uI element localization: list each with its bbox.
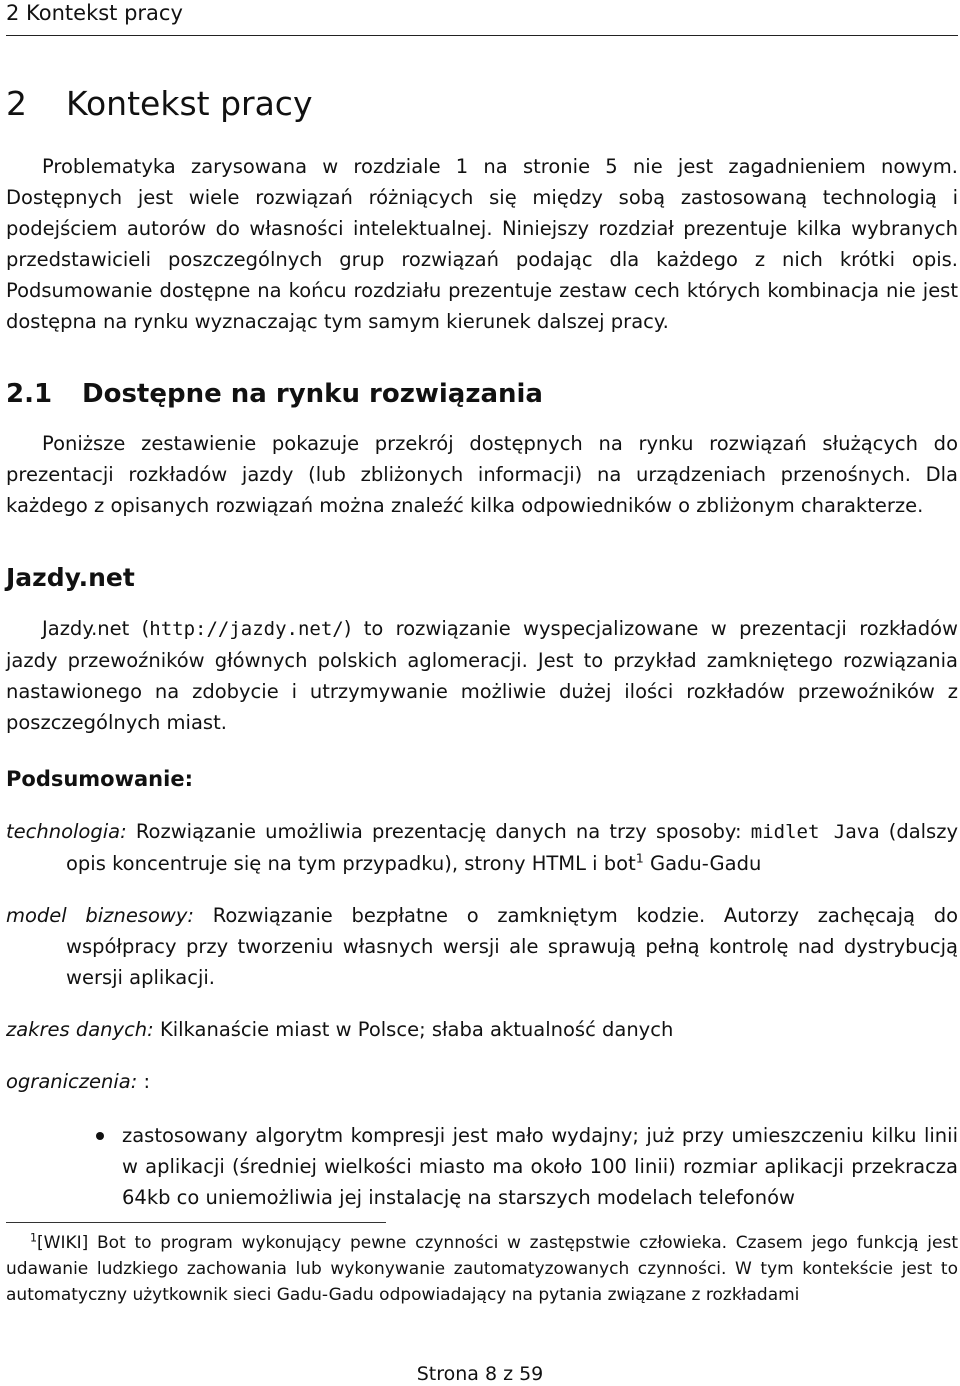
- jazdy-paragraph: [6, 613, 958, 738]
- section-heading: [6, 377, 543, 411]
- technology-text-before: Rozwiązanie umożliwia prezentację danych na trzy sposoby:: [135, 820, 751, 843]
- technology-text-after: Gadu-Gadu: [643, 852, 762, 875]
- summary-heading: Podsumowanie:: [6, 767, 193, 791]
- limitations-text: :: [143, 1070, 151, 1093]
- footnote: [6, 1230, 958, 1308]
- section-paragraph: Poniższe zestawienie pokazuje przekrój dostępnych na rynku rozwiązań służących do prezentacji rozkładów jazdy (lub zbliżonych informacji) na urządzeniach przenośnych. Dla każdego z opisanych rozwiązań można znaleźć kilka odpowiedników o zbliżonym charakterze.: [6, 432, 958, 517]
- jazdy-text-after: ) to rozwiązanie wyspecjalizowane w prezentacji rozkładów jazdy przewoźników głównych polskich aglomeracji. Jest to przykład zamkniętego rozwiązania nastawionego na zdobycie i utrzymywanie możliwie dużej ilości rozkładów przewoźników z poszczególnych miast.: [6, 617, 958, 734]
- technology-code: midlet Java: [750, 821, 880, 843]
- jazdy-text-before: Jazdy.net (: [42, 617, 150, 640]
- section-number: 2.1: [6, 379, 53, 409]
- page-number: Strona 8 z 59: [416, 1363, 544, 1385]
- chapter-number: 2: [6, 84, 27, 123]
- technology-text-middle: (dalszy opis koncentruje się na tym przypadku), strony HTML i bot: [66, 820, 958, 875]
- summary-limitations: [6, 1066, 958, 1097]
- summary-data-scope: [6, 1014, 958, 1045]
- chapter-heading: [6, 84, 313, 124]
- limitations-term: ograniczenia:: [6, 1070, 138, 1093]
- limitations-list: [6, 1120, 958, 1213]
- header-rule: [6, 35, 958, 36]
- footnote-ref[interactable]: 1: [635, 850, 644, 866]
- business-model-term: model biznesowy:: [6, 904, 194, 927]
- footnote-text: [WIKI] Bot to program wykonujący pewne czynności w zastępstwie człowieka. Czasem jego funkcją jest udawanie ludzkiego zachowania lub wykonywanie zautomatyzowanych czynności. W tym kontekście jest to automatyczny użytkownik sieci Gadu-Gadu odpowiadający na pytania związane z rozkładami: [6, 1233, 958, 1305]
- summary-technology: [6, 816, 958, 879]
- data-scope-text: Kilkanaście miast w Polsce; słaba aktualność danych: [159, 1018, 674, 1041]
- summary-business-model: [6, 900, 958, 993]
- business-model-text: Rozwiązanie bezpłatne o zamkniętym kodzie. Autorzy zachęcają do współpracy przy tworzeniu własnych wersji ale sprawują pełną kontrolę nad dystrybucją wersji aplikacji.: [66, 904, 959, 989]
- section-title: Dostępne na rynku rozwiązania: [82, 379, 543, 409]
- footnote-rule: [6, 1222, 386, 1223]
- running-header: 2 Kontekst pracy: [6, 1, 183, 25]
- bullet-icon: [96, 1132, 104, 1140]
- list-item: [6, 1120, 958, 1213]
- intro-paragraph: Problematyka zarysowana w rozdziale 1 na stronie 5 nie jest zagadnieniem nowym. Dostępnych jest wiele rozwiązań różniących się między sobą zastosowaną technologią i podejściem autorów do własności intelektualnej. Niniejszy rozdział prezentuje kilka wybranych przedstawicieli poszczególnych grup rozwiązań podając dla każdego z nich krótki opis. Podsumowanie dostępne na końcu rozdziału prezentuje zestaw cech których kombinacja nie jest dostępna na rynku wyznaczając tym samym kierunek dalszej pracy.: [6, 155, 958, 333]
- subsection-heading: Jazdy.net: [6, 563, 135, 592]
- technology-term: technologia:: [6, 820, 127, 843]
- list-item-text: zastosowany algorytm kompresji jest mało wydajny; już przy umieszczeniu kilku linii w aplikacji (średniej wielkości miasto ma około 100 linii) rozmiar aplikacji przekracza 64kb co uniemożliwia jej instalację na starszych modelach telefonów: [122, 1124, 958, 1209]
- chapter-title: Kontekst pracy: [66, 84, 313, 123]
- jazdy-url-link[interactable]: http://jazdy.net/: [149, 618, 344, 640]
- footnote-mark: 1: [30, 1231, 38, 1245]
- data-scope-term: zakres danych:: [6, 1018, 154, 1041]
